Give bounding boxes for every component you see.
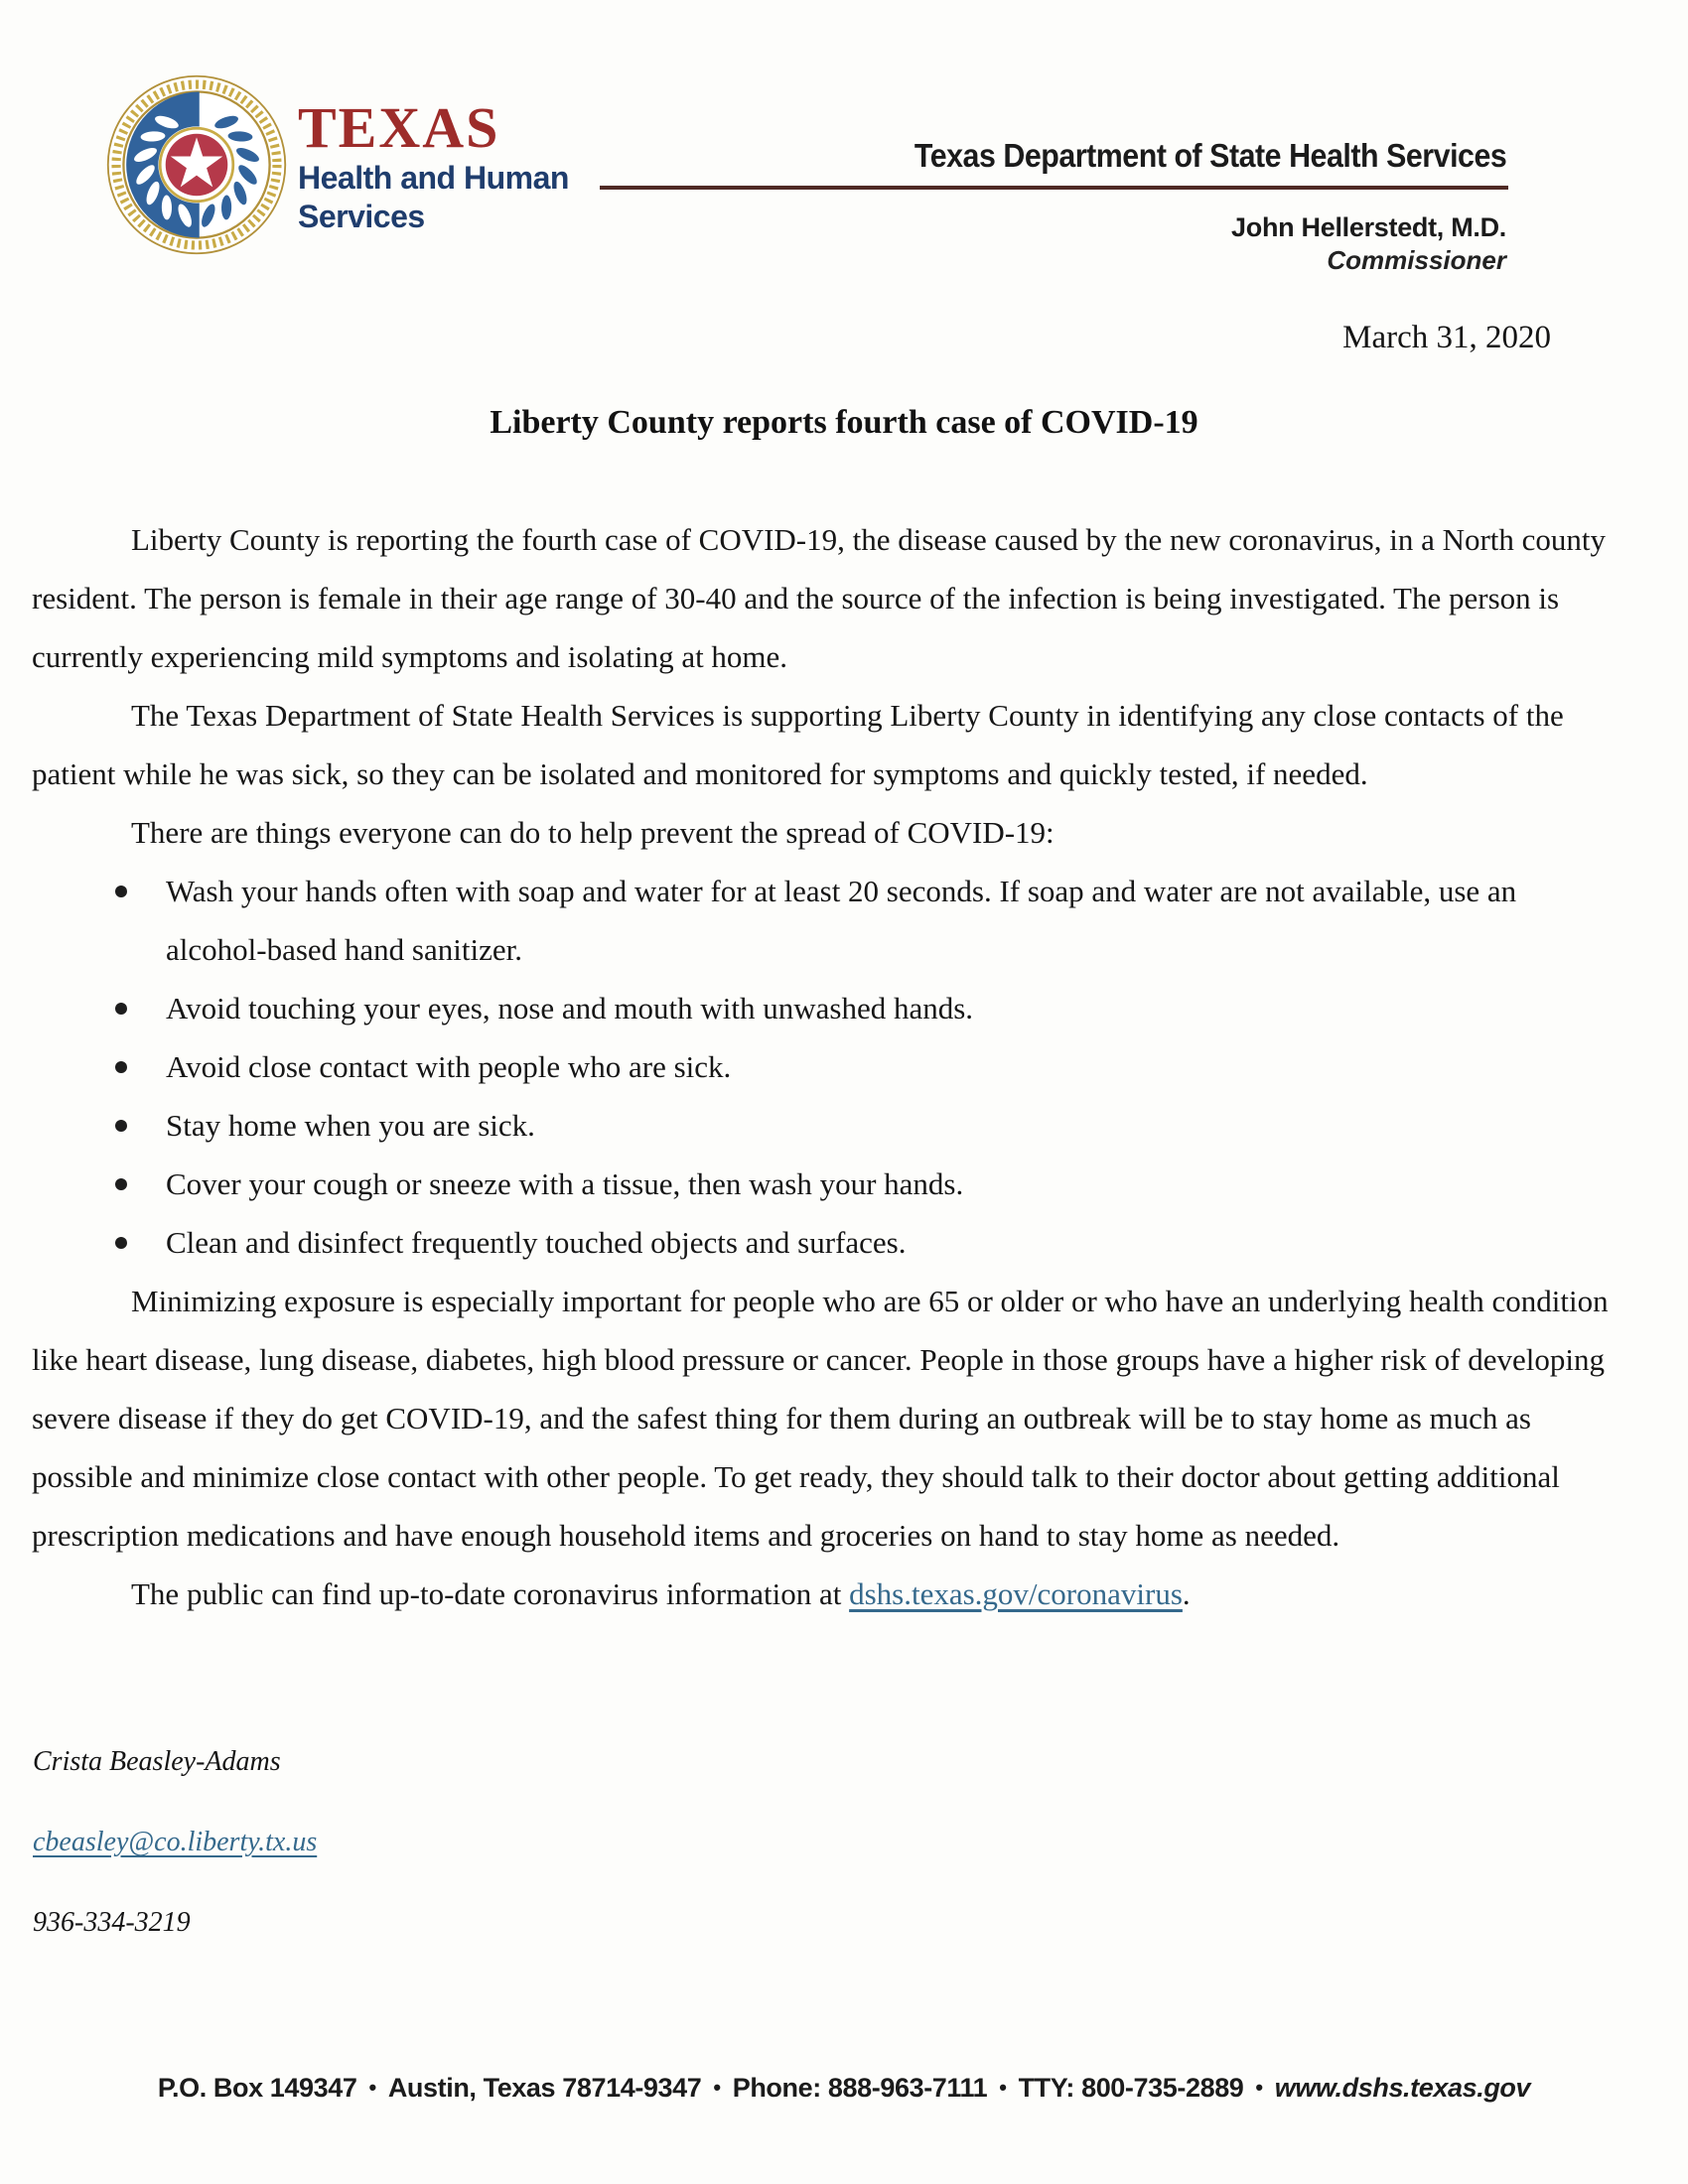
brand-wordmark — [298, 97, 569, 236]
paragraph-5-period: . — [1182, 1576, 1191, 1611]
coronavirus-info-link[interactable]: dshs.texas.gov/coronavirus — [849, 1576, 1183, 1611]
commissioner-block — [1231, 210, 1506, 277]
list-item: Cover your cough or sneeze with a tissue, then wash your hands. — [166, 1155, 1617, 1213]
brand-texas-label: TEXAS — [298, 95, 500, 160]
paragraph-4: Minimizing exposure is especially important for people who are 65 or older or who have an underlying health condition like heart disease, lung disease, diabetes, high blood pressure or cancer. People in those groups have a higher risk of developing severe disease if they do get COVID-19, and the safest thing for them during an outbreak will be to stay home as much as possible and minimize close contact with other people. To get ready, they should talk to their doctor about getting additional prescription medications and have enough household items and groceries on hand to stay home as needed. — [32, 1284, 1609, 1553]
list-item: Clean and disinfect frequently touched objects and surfaces. — [166, 1213, 1617, 1272]
paragraph-2: The Texas Department of State Health Services is supporting Liberty County in identifying any close contacts of the patient while he was sick, so they can be isolated and monitored for symptoms and quickly tested, if needed. — [32, 698, 1564, 791]
footer-website: www.dshs.texas.gov — [1274, 2073, 1531, 2103]
contact-email-link[interactable]: cbeasley@co.liberty.tx.us — [33, 1827, 318, 1857]
footer-city: Austin, Texas 78714-9347 — [387, 2073, 702, 2103]
brand-hhs-label-line2: Services — [298, 199, 425, 234]
texas-hhs-seal-icon — [105, 73, 288, 256]
footer-separator-dot: • — [999, 2075, 1007, 2100]
footer-po-box: P.O. Box 149347 — [157, 2073, 357, 2103]
brand-hhs-label-line1: Health and Human — [298, 160, 569, 196]
letter-date: March 31, 2020 — [1342, 320, 1551, 355]
contact-block — [33, 1744, 317, 1985]
commissioner-name: John Hellerstedt, M.D. — [1231, 212, 1506, 242]
list-item: Avoid touching your eyes, nose and mouth with unwashed hands. — [166, 979, 1617, 1037]
paragraph-5-text: The public can find up-to-date coronavirus information at — [131, 1576, 850, 1611]
paragraph-3: There are things everyone can do to help prevent the spread of COVID-19: — [131, 815, 1055, 850]
commissioner-title: Commissioner — [1327, 245, 1506, 275]
prevention-bullet-list — [32, 862, 1617, 1272]
department-title: Texas Department of State Health Services — [914, 137, 1506, 174]
list-item: Wash your hands often with soap and water for at least 20 seconds. If soap and water are not available, use an alcohol-based hand sanitizer. — [166, 862, 1617, 979]
footer-separator-dot: • — [1255, 2075, 1263, 2100]
header-divider-rule — [600, 186, 1508, 190]
footer-phone: Phone: 888-963-7111 — [732, 2073, 988, 2103]
list-item: Avoid close contact with people who are sick. — [166, 1037, 1617, 1096]
footer-separator-dot: • — [713, 2075, 721, 2100]
footer-address-line — [0, 2073, 1688, 2104]
footer-separator-dot: • — [368, 2075, 376, 2100]
contact-phone: 936-334-3219 — [33, 1907, 191, 1938]
department-header — [863, 137, 1506, 175]
list-item: Stay home when you are sick. — [166, 1096, 1617, 1155]
paragraph-1: Liberty County is reporting the fourth case of COVID-19, the disease caused by the new coronavirus, in a North county resident. The person is female in their age range of 30-40 and the source of the infection is being investigated. The person is currently experiencing mild symptoms and isolating at home. — [32, 522, 1607, 674]
contact-name: Crista Beasley-Adams — [33, 1746, 281, 1777]
paragraph-5 — [32, 1565, 1617, 1623]
letter-body — [32, 510, 1617, 1623]
press-release-headline: Liberty County reports fourth case of COVID-19 — [490, 404, 1198, 441]
footer-tty: TTY: 800-735-2889 — [1018, 2073, 1244, 2103]
